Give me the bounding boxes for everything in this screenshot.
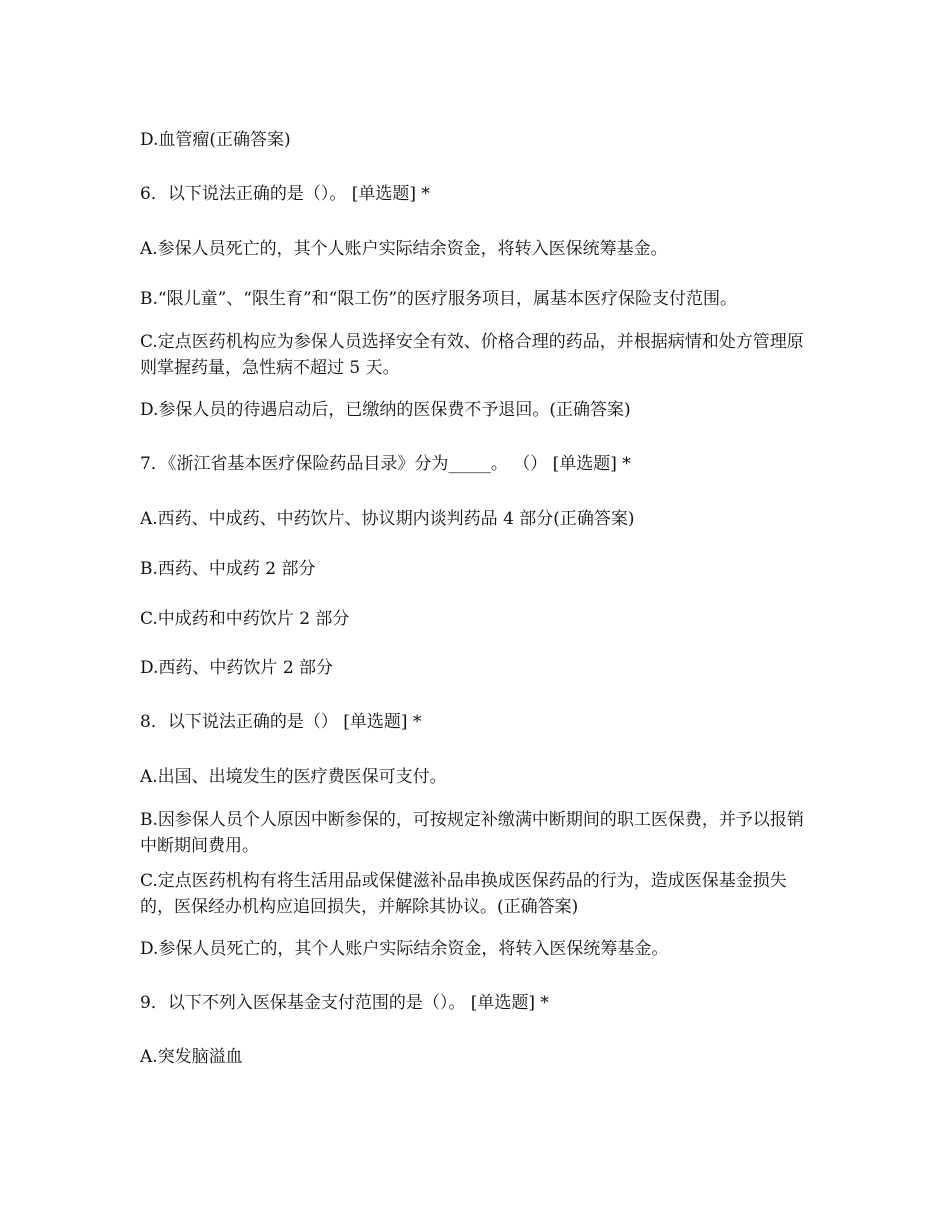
option-6a: A.参保人员死亡的，其个人账户实际结余资金，将转入医保统筹基金。 xyxy=(140,239,668,259)
question-6: 6．以下说法正确的是（）。 [单选题] * xyxy=(140,184,430,204)
question-8: 8．以下说法正确的是（） [单选题] * xyxy=(140,712,422,732)
option-7c: C.中成药和中药饮片 2 部分 xyxy=(140,609,350,629)
option-8c: C.定点医药机构有将生活用品或保健滋补品串换成医保药品的行为，造成医保基金损失的，医保经办机构应追回损失，并解除其协议。(正确答案) xyxy=(140,871,787,917)
option-9a: A.突发脑溢血 xyxy=(140,1047,243,1067)
option-5d: D.血管瘤(正确答案) xyxy=(140,130,291,150)
option-6c: C.定点医药机构应为参保人员选择安全有效、价格合理的药品，并根据病情和处方管理原则掌握药量，急性病不超过 5 天。 xyxy=(140,332,804,378)
option-6d: D.参保人员的待遇启动后，已缴纳的医保费不予退回。(正确答案) xyxy=(140,400,631,420)
option-7d: D.西药、中药饮片 2 部分 xyxy=(140,658,334,678)
question-7: 7．《浙江省基本医疗保险药品目录》分为_____。 （） [单选题] * xyxy=(140,454,631,474)
option-8b: B.因参保人员个人原因中断参保的，可按规定补缴满中断期间的职工医保费，并予以报销中断期间费用。 xyxy=(140,810,804,856)
option-8d: D.参保人员死亡的，其个人账户实际结余资金，将转入医保统筹基金。 xyxy=(140,939,669,959)
option-7a: A.西药、中成药、中药饮片、协议期内谈判药品 4 部分(正确答案) xyxy=(140,509,635,529)
question-9: 9．以下不列入医保基金支付范围的是（）。 [单选题] * xyxy=(140,993,549,1013)
option-7b: B.西药、中成药 2 部分 xyxy=(140,559,316,579)
option-6b: B.“限儿童”、“限生育”和“限工伤”的医疗服务项目，属基本医疗保险支付范围。 xyxy=(140,289,738,309)
option-8a: A.出国、出境发生的医疗费医保可支付。 xyxy=(140,767,447,787)
